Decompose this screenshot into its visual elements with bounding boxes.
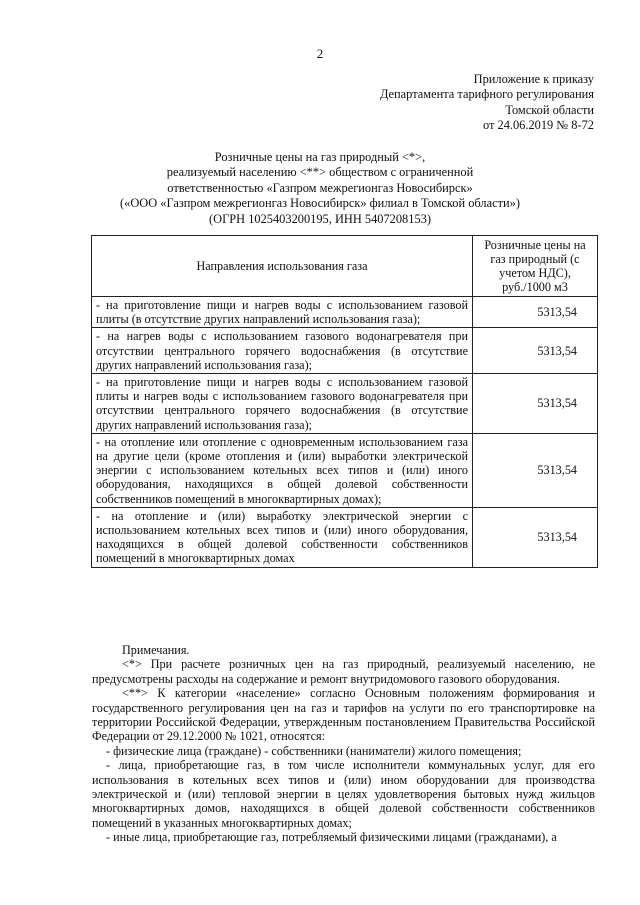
header-direction: Направления использования газа — [92, 236, 473, 297]
title-line: реализуемый населению <**> обществом с ограниченной — [166, 165, 474, 180]
row-price: 5313,54 — [473, 507, 598, 567]
row-description: - на нагрев воды с использованием газового водонагревателя при отсутствии центрального горячего водоснабжения (в отсутствие других направлений использования газа); — [92, 328, 473, 374]
row-description: - на отопление и (или) выработку электрической энергии с использованием котельных всех типов и (или) иного оборудования, находящихся в общей долевой собственности собственников помещений в многоквартирных домах — [92, 507, 473, 567]
appendix-line: от 24.06.2019 № 8-72 — [482, 118, 594, 133]
note-list-item: - физические лица (граждане) - собственники (наниматели) жилого помещения; — [106, 743, 522, 758]
table-row — [92, 433, 598, 507]
appendix-line: Приложение к приказу — [473, 72, 594, 86]
row-price: 5313,54 — [473, 374, 598, 434]
note-1: <*> При расчете розничных цен на газ природный, реализуемый населению, не предусмотрены расходы на содержание и ремонт внутридомового газового оборудования. — [92, 657, 595, 686]
notes-heading: Примечания. — [122, 643, 190, 657]
note-list-item: - лица, приобретающие газ, в том числе исполнители коммунальных услуг, для его использования в котельных всех типов и (или) ином оборудовании для производства электрической и (или) тепловой энергии в целях удовлетворения бытовых нужд жильцов многоквартирных домов, находящихся в общей долевой собственности собственников помещений в указанных многоквартирных домах; — [92, 758, 595, 830]
title-line: ответственностью «Газпром межрегионгаз Новосибирск» — [167, 180, 473, 195]
row-price: 5313,54 — [473, 297, 598, 328]
notes-section — [92, 643, 595, 845]
row-price: 5313,54 — [473, 328, 598, 374]
table-row — [92, 297, 598, 328]
appendix-line: Томской области — [505, 102, 594, 117]
title-line: («ООО «Газпром межрегионгаз Новосибирск» филиал в Томской области») — [120, 196, 520, 211]
table-header-row — [92, 236, 598, 297]
page-number: 2 — [316, 46, 324, 61]
document-title — [92, 150, 548, 227]
note-2: <**> К категории «население» согласно Основным положениям формирования и государственного регулирования цен на газ и тарифов на услуги по его транспортировке на территории Российской Федерации, утвержденным постановлением Правительства Российской Федерации от 29.12.2000 № 1021, относятся: — [92, 686, 595, 744]
row-description: - на отопление или отопление с одновременным использованием газа на другие цели (кроме отопления и (или) выработки электрической энергии с использованием котельных всех типов и (или) иного оборудования, находящихся в общей долевой собственности собственников помещений в многоквартирных домах); — [92, 433, 473, 507]
row-description: - на приготовление пищи и нагрев воды с использованием газовой плиты и нагрев воды с использованием газового водонагревателя при отсутствии центрального горячего водоснабжения (в отсутствие других направлений использования газа); — [92, 374, 473, 434]
row-description: - на приготовление пищи и нагрев воды с использованием газовой плиты (в отсутствие других направлений использования газа); — [92, 297, 473, 328]
row-price: 5313,54 — [473, 433, 598, 507]
table-row — [92, 507, 598, 567]
note-list-item: - иные лица, приобретающие газ, потребляемый физическими лицами (гражданами), а — [106, 830, 557, 845]
appendix-line: Департамента тарифного регулирования — [379, 87, 594, 102]
appendix-header — [380, 72, 594, 134]
price-table — [91, 235, 598, 568]
header-price: Розничные цены на газ природный (с учетом НДС), руб./1000 м3 — [473, 236, 598, 297]
title-line: (ОГРН 1025403200195, ИНН 5407208153) — [209, 211, 431, 226]
table-row — [92, 328, 598, 374]
table-row — [92, 374, 598, 434]
title-line: Розничные цены на газ природный <*>, — [214, 150, 426, 164]
